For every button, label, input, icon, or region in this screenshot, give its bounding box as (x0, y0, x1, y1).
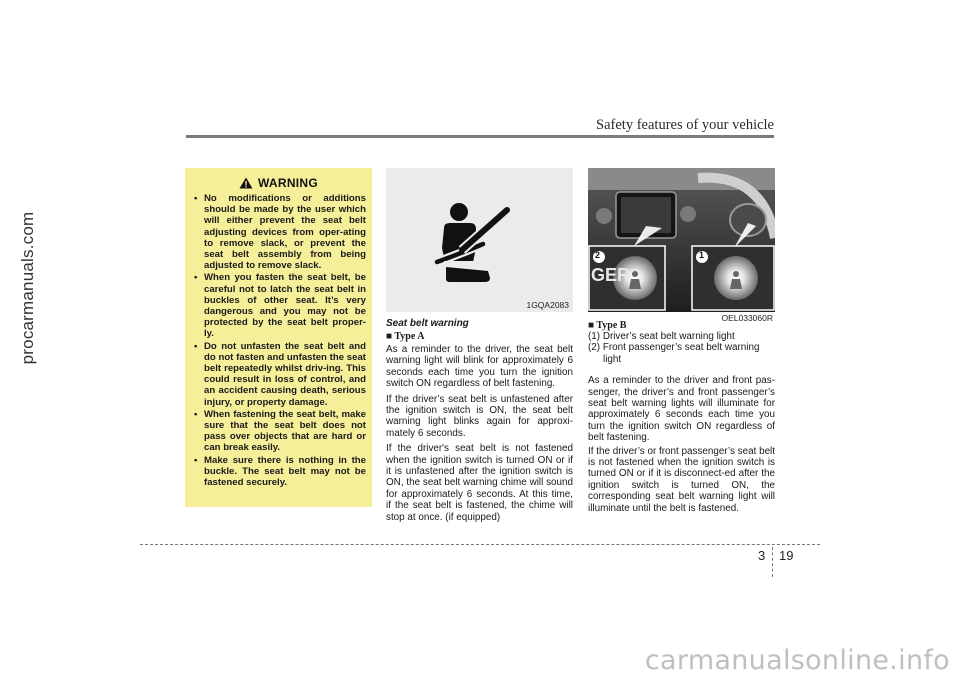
warning-list (191, 193, 366, 488)
list-item: (2) Front passenger’s seat belt warning light (588, 342, 760, 365)
paragraph: If the driver’s seat belt is unfastened after the ignition switch is ON, the seat belt warning light blinks again for approxi-mately 6 seconds. (386, 393, 573, 439)
paragraph: If the driver’s or front passenger’s seat belt is not fastened when the ignition switch is turned ON or if it is disconnect-ed after the ignition switch is turned ON, the corresponding seat belt warning light will illuminate until the belt is fastened. (588, 445, 775, 514)
warning-triangle-icon (239, 177, 253, 189)
warning-item: • Do not unfasten the seat belt and do not fasten and unfasten the seat belt repeatedly whilst driv-ing. This could result in loss of control, and an accident causing death, serious injury, or property damage. (191, 341, 366, 408)
warning-item: • Make sure there is nothing in the buckle. The seat belt may not be fastened securely. (191, 455, 366, 489)
seatbelt-figure (386, 168, 573, 312)
warning-item: • When you fasten the seat belt, be careful not to latch the seat belt in buckles of other seat. It’s very dangerous and you may not be protected by the seat belt proper-ly. (191, 272, 366, 339)
paragraph: As a reminder to the driver, the seat belt warning light will blink for approximately 6 seconds each time you turn the ignition switch ON regardless of belt fastening. (386, 344, 573, 390)
list-item: (1) Driver’s seat belt warning light (588, 331, 735, 342)
section-title: Seat belt warning (386, 318, 469, 329)
page-header-title: Safety features of your vehicle (596, 117, 774, 133)
paragraph: If the driver's seat belt is not fastened when the ignition switch is turned ON or if it is unfastened after the ignition switch is ON, the seat belt warning chime will sound for approximately 6 seconds. At this time, if the seat belt is fastened, the chime will stop at once. (if equipped) (386, 443, 573, 523)
callout-2: 2 (595, 250, 601, 260)
paragraph: As a reminder to the driver and front pas-senger, the driver’s and front passenger’s seat belt warning lights will illuminate for approximately 6 seconds each time you turn the ignition switch ON regardless of belt fastening. (588, 375, 775, 444)
page-number: 19 (779, 548, 794, 563)
warning-header (191, 176, 366, 190)
footer-rule (140, 544, 820, 545)
type-a-label: ■ Type A (386, 331, 425, 342)
dashboard-illustration (588, 168, 775, 312)
type-b-label: ■ Type B (588, 320, 627, 331)
page-number-separator (772, 547, 773, 577)
callout-1: 1 (699, 250, 705, 260)
warning-item: • When fastening the seat belt, make sure that the seat belt does not pass over objects that are hard or can break easily. (191, 409, 366, 454)
chapter-number: 3 (758, 548, 766, 563)
side-watermark: procarmanuals.com (18, 211, 37, 365)
bottom-watermark: carmanualsonline.info (644, 645, 950, 676)
photo-text: GER (591, 265, 631, 285)
figure-code: OEL033060R (721, 313, 773, 323)
middle-column (386, 168, 573, 527)
dashboard-photo (588, 168, 775, 312)
seatbelt-warning-icon (386, 168, 573, 312)
warning-title: WARNING (257, 176, 319, 190)
right-column (588, 168, 775, 516)
warning-item: • No modifications or additions should be made by the user which will either prevent the seat belt adjusting devices from oper-ating to remove slack, or prevent the seat belt assembly from being adjusted to remove slack. (191, 193, 366, 271)
header-rule (186, 135, 774, 138)
warning-box (185, 168, 372, 507)
figure-code: 1GQA2083 (526, 300, 569, 310)
